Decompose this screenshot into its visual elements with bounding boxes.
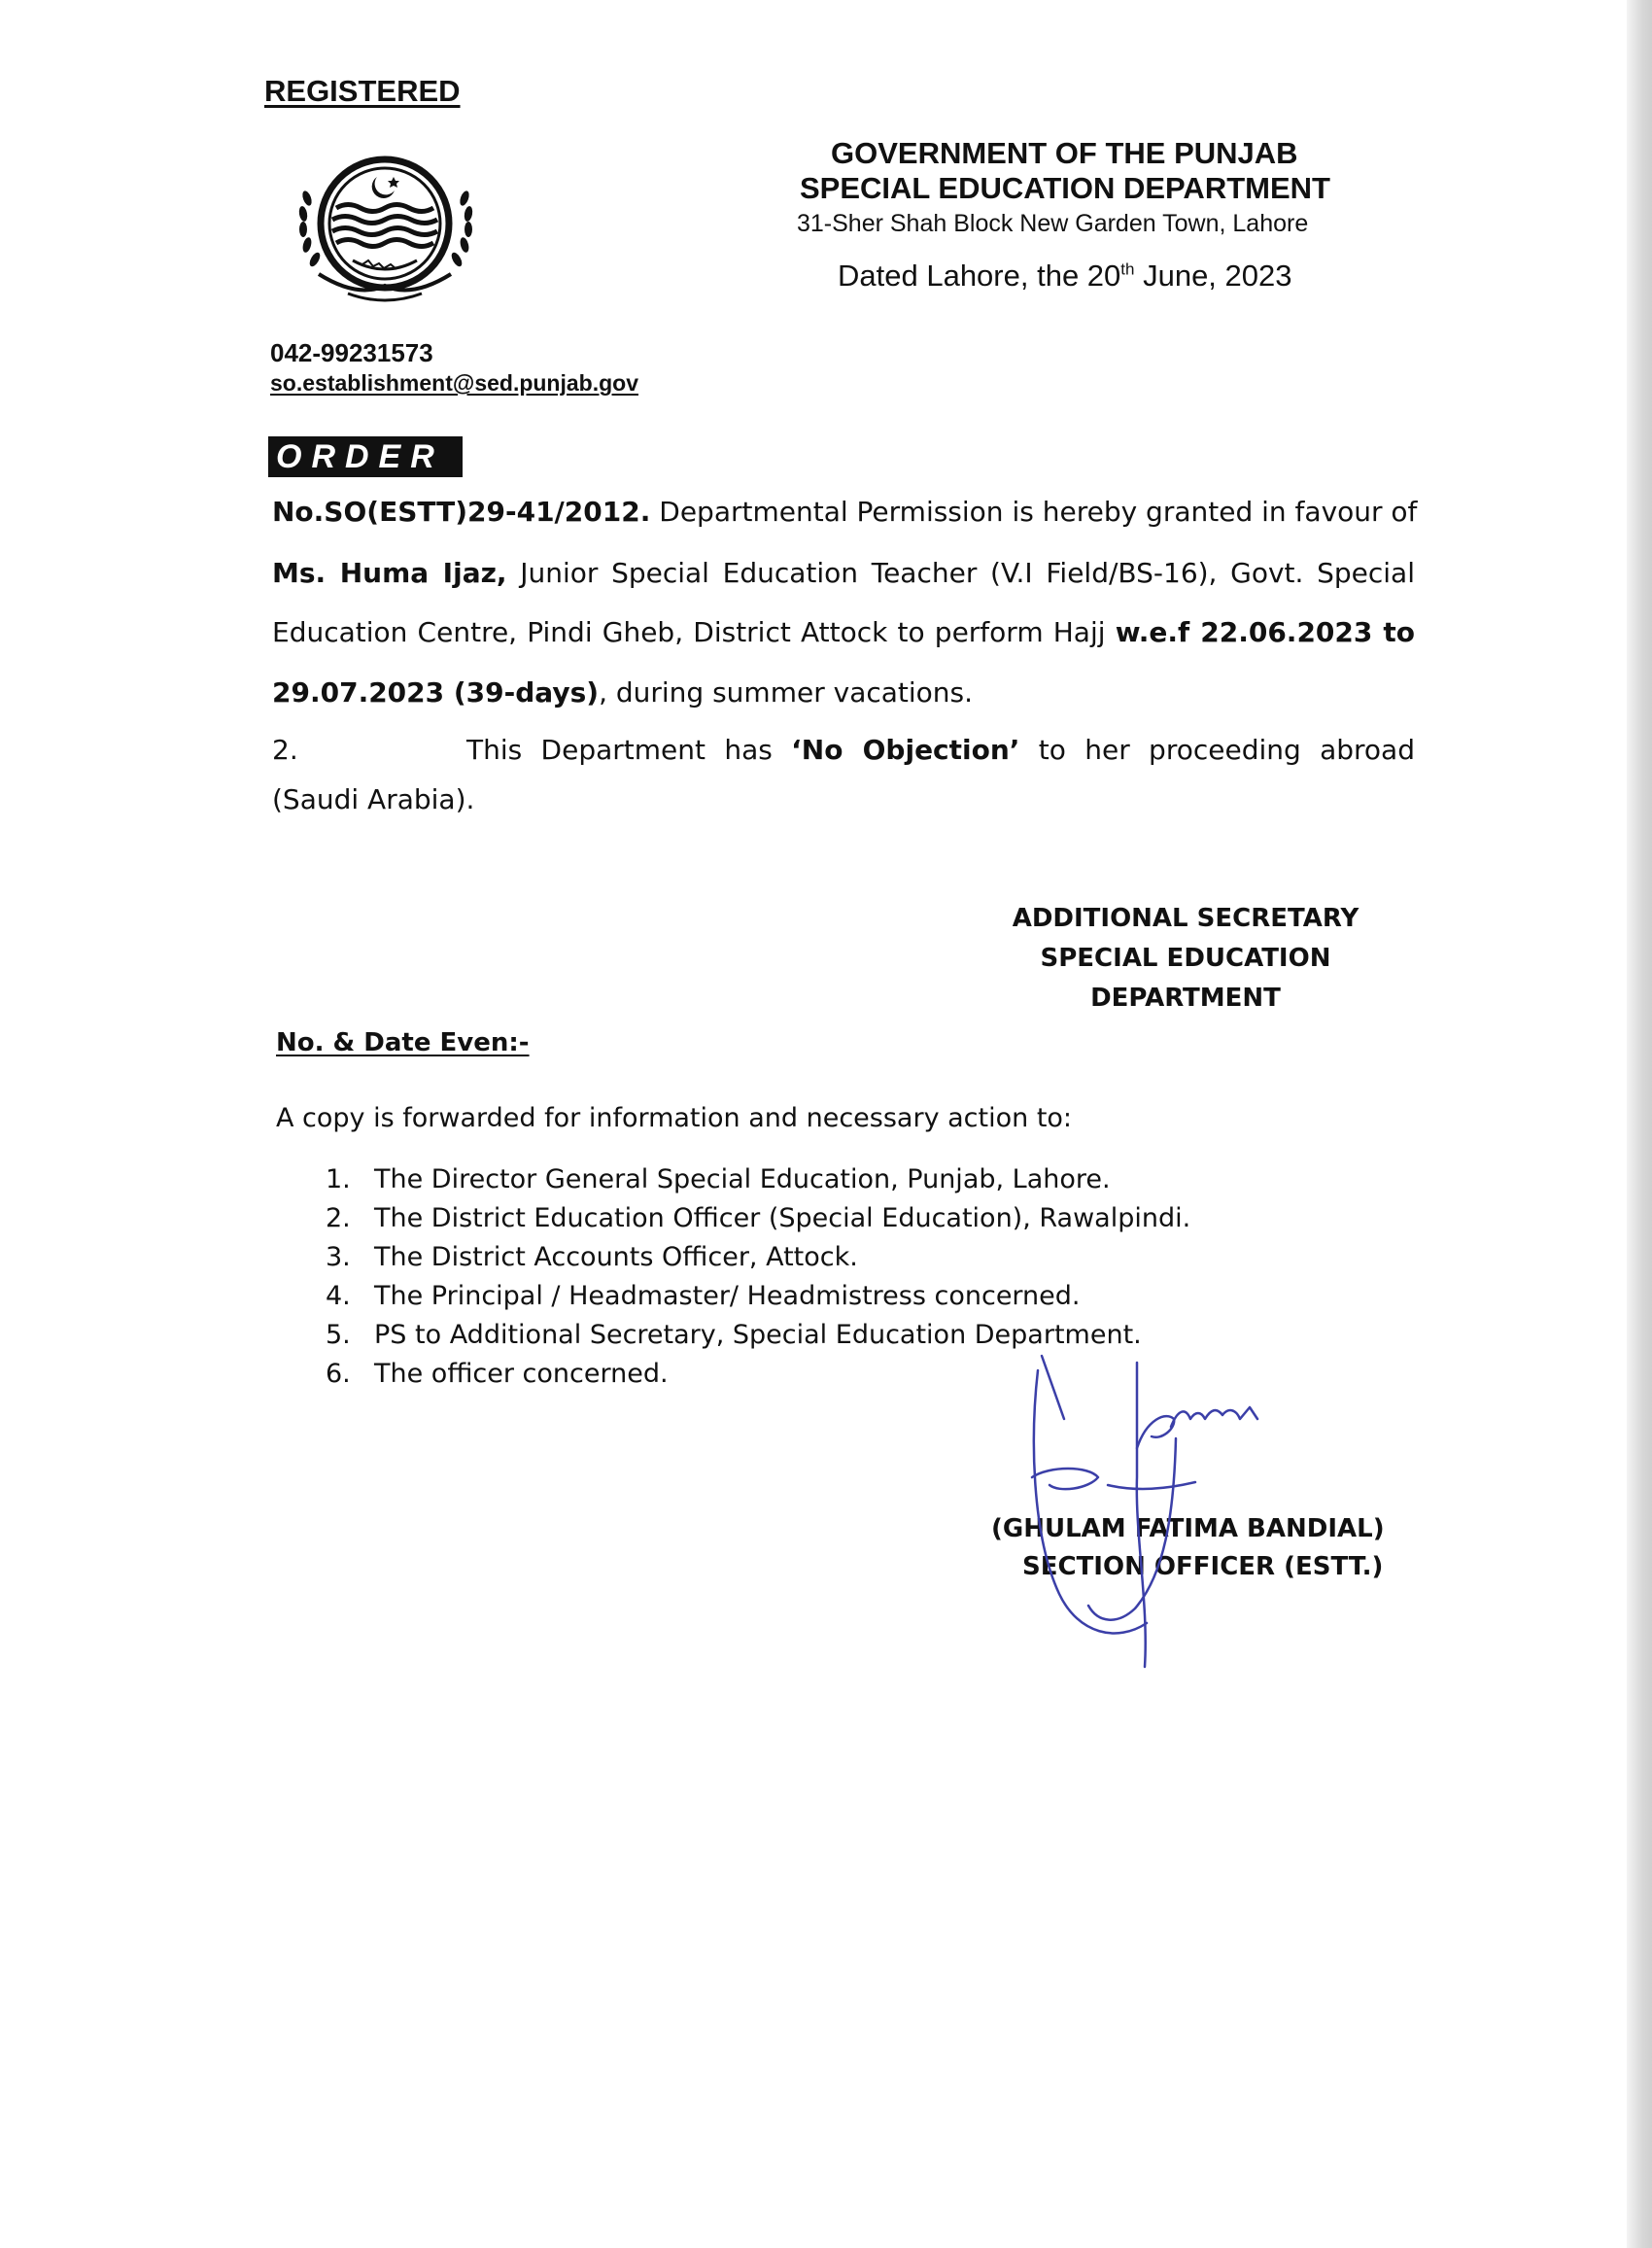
dated-suffix: June, 2023 — [1134, 259, 1292, 293]
distribution-item-number: 2. — [326, 1203, 351, 1233]
order-line-3 — [272, 616, 1415, 648]
distribution-item — [326, 1320, 1142, 1350]
distribution-item-text: The Principal / Headmaster/ Headmistress concerned. — [374, 1281, 1081, 1311]
order-line-4 — [272, 676, 1415, 709]
distribution-item — [326, 1242, 858, 1272]
phone-number: 042-99231573 — [270, 338, 433, 367]
order-badge: ORDER — [268, 436, 463, 477]
handwritten-signature — [1020, 1351, 1283, 1681]
officer-title: SECTION OFFICER (ESTT.) — [1022, 1552, 1384, 1581]
order-para-2-line-1 — [272, 734, 1415, 766]
distribution-item — [326, 1359, 669, 1389]
signatory-line-3: DEPARTMENT — [1090, 984, 1281, 1013]
para-2-text-end: to her proceeding abroad — [1019, 734, 1415, 766]
punjab-government-emblem-icon — [280, 148, 494, 313]
para-2-text — [466, 734, 1415, 766]
order-line-2 — [272, 557, 1415, 589]
signatory-line-2: SPECIAL EDUCATION — [1040, 944, 1331, 973]
distribution-item-number: 3. — [326, 1242, 351, 1272]
distribution-item-text: The District Accounts Officer, Attock. — [374, 1242, 858, 1272]
distribution-item-text: The District Education Officer (Special Education), Rawalpindi. — [374, 1203, 1191, 1233]
employee-name: Ms. Huma Ijaz, — [272, 557, 507, 589]
dated-line — [838, 259, 1292, 294]
distribution-item — [326, 1281, 1081, 1311]
page-edge-shadow — [1627, 0, 1652, 2248]
order-line-2-text: Junior Special Education Teacher (V.I Field/BS-16), Govt. Special — [506, 557, 1415, 589]
department-address: 31-Sher Shah Block New Garden Town, Lahore — [797, 210, 1309, 237]
officer-name: (GHULAM FATIMA BANDIAL) — [991, 1514, 1385, 1543]
order-ref-no: No.SO(ESTT)29-41/2012. — [272, 496, 651, 528]
distribution-item — [326, 1164, 1111, 1194]
distribution-item-number: 4. — [326, 1281, 351, 1311]
distribution-item-number: 6. — [326, 1359, 351, 1389]
email-address: so.establishment@sed.punjab.gov — [270, 370, 638, 396]
order-line-3-text: Education Centre, Pindi Gheb, District Attock to perform Hajj — [272, 616, 1116, 648]
para-2-text-start: This Department has — [466, 734, 792, 766]
order-line-1-text: Departmental Permission is hereby granted in favour of — [650, 496, 1418, 528]
distribution-item-text: The Director General Special Education, Punjab, Lahore. — [374, 1164, 1111, 1194]
no-date-even-heading: No. & Date Even:- — [276, 1028, 530, 1057]
order-para-2-line-2: (Saudi Arabia). — [272, 783, 475, 815]
copy-forwarded-intro: A copy is forwarded for information and necessary action to: — [276, 1103, 1073, 1133]
distribution-item-number: 1. — [326, 1164, 351, 1194]
department-title: SPECIAL EDUCATION DEPARTMENT — [800, 171, 1330, 205]
dated-superscript: th — [1120, 259, 1135, 279]
distribution-item-text: The officer concerned. — [374, 1359, 669, 1389]
registered-label: REGISTERED — [264, 74, 461, 108]
order-line-4-text: , during summer vacations. — [599, 676, 974, 709]
order-date-from: w.e.f 22.06.2023 to — [1115, 616, 1416, 648]
distribution-item-text: PS to Additional Secretary, Special Education Department. — [374, 1320, 1142, 1350]
signatory-line-1: ADDITIONAL SECRETARY — [1012, 904, 1359, 933]
no-objection-phrase: ‘No Objection’ — [791, 734, 1020, 766]
dated-prefix: Dated Lahore, the 20 — [838, 259, 1121, 293]
order-line-1 — [272, 496, 1418, 528]
distribution-item-number: 5. — [326, 1320, 351, 1350]
government-title: GOVERNMENT OF THE PUNJAB — [831, 136, 1298, 170]
distribution-item — [326, 1203, 1190, 1233]
order-date-to: 29.07.2023 (39-days) — [272, 676, 600, 709]
para-2-number: 2. — [272, 734, 298, 766]
